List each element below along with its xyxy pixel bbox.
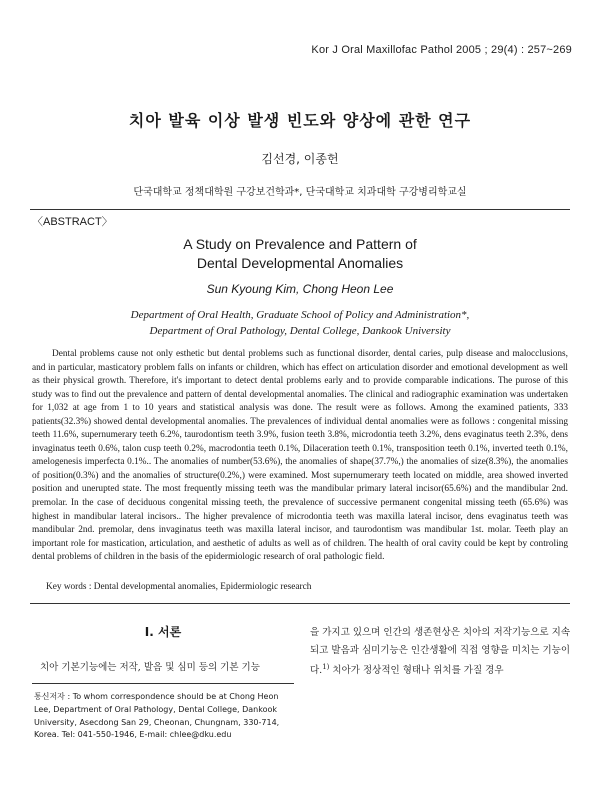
intro-right-column (310, 624, 570, 680)
journal-reference: Kor J Oral Maxillofac Pathol 2005 ; 29(4) : 257~269 (311, 44, 572, 56)
korean-authors: 김선경, 이종헌 (261, 152, 339, 166)
korean-affiliation: 단국대학교 정책대학원 구강보건학과*, 단국대학교 치과대학 구강병리학교실 (133, 187, 467, 198)
english-affiliation-line2: Department of Oral Pathology, Dental College, Dankook University (149, 325, 451, 337)
top-divider (30, 209, 570, 210)
citation-superscript: 1) (322, 663, 330, 671)
intro-right-text: 을 가지고 있으며 인간의 생존현상은 치아의 저작기능으로 지속되고 발음과 심미기능은 인간생활에 직접 영향을 미치는 기능이다. (310, 627, 570, 677)
english-affiliation-line1: Department of Oral Health, Graduate School of Policy and Administration*, (130, 309, 470, 321)
korean-title: 치아 발육 이상 발생 빈도와 양상에 관한 연구 (128, 111, 472, 130)
keywords: Key words : Dental developmental anomalies, Epidermiologic research (46, 582, 312, 592)
english-affiliation (0, 307, 600, 339)
middle-divider (30, 603, 570, 604)
english-title-line1: A Study on Prevalence and Pattern of (183, 236, 417, 252)
correspondence-footnote: 통신저자 : To whom correspondence should be at Chong Heon Lee, Department of Oral Pathology, Dental College, Dankook University, Asecdong San 29, Cheonan, Chungnam, 330-714, Korea. Tel: 041-550-1946, E-mail: chlee@dku.edu (34, 692, 280, 740)
english-title (0, 235, 600, 273)
section-heading-introduction: Ⅰ. 서론 (144, 625, 182, 639)
abstract-label: 〈ABSTRACT〉 (32, 216, 113, 228)
english-title-line2: Dental Developmental Anomalies (196, 255, 404, 271)
footnote-divider (32, 683, 294, 684)
intro-right-text-cont: 치아가 정상적인 형태나 위치를 가질 경우 (329, 665, 504, 677)
abstract-body: Dental problems cause not only esthetic but dental problems such as functional disorder, dental caries, pulp disease and malocclusions, and in particular, masticatory problem falls on infants or children, which has effect on articulation disorder and emotional development as well as their physical growth. Therefore, it's important to detect dental problems early and to provide comparable indications. The purose of this study was to find out the prevalence and pattern of dental developmental anomalies. The clinical and radiographic examination was undertaken for 1,032 at age from 1 to 10 years and statistical analysis was done. The result were as follows. Among the examined patients, 333 patients(32.3%) showed dental developmental anomalies. The prevalences of individual dental anomalies were as follows : congenital missing teeth 11.6%, supernumerary teeth 6.2%, taurodontism teeth 3.9%, fusion teeth 3.8%, microdontia teeth 3.2%, dens evaginatus teeth 2.3%, dens invaginatus teeth 0.6%, talon cusp teeth 0.2%, macrodontia teeth 0.1%, Dilaceration teeth 0.1%, transposition teeth 0.1%, inverted teeth 0.1%, amelogenesis imperfecta 0.1%.. The anomalies of number(53.6%), the anomalies of shape(37.7%,) the anomalies of size(8.3%), the anomalies of position(0.3%) and the anomalies of structure(0.2%,) were examined. Most supernumerary teeth located on middle, area showed inverted position and unerupted state. The most frequently missing teeth was the mandibular primary lateral incisor(65.6%) and the mandibular 2nd. premolar. In the case of deciduous congenital missing teeth, the prevalence of successive permanent congenital missing teeth (65.6%) was highest in mandibular lateral incisors.. The higher prevalence of microdontia teeth was maxilla lateral incisor, dens evaginatus teeth was mandibular 2nd. premolar, dens invaginatus teeth was maxilla lateral incisor, and taurodontism was mandibular 1st. molar. Teeth play an important role for mastication, articulation, and aesthetic of adults as well as of children. The health of oral cavity could be kept by controling dental problems of children in the basis of the epidermiologic research of oral pathologic field. (32, 349, 568, 563)
english-authors: Sun Kyoung Kim, Chong Heon Lee (206, 282, 394, 296)
intro-left-column: 치아 기본기능에는 저작, 발음 및 심미 등의 기본 기능 (40, 662, 260, 673)
